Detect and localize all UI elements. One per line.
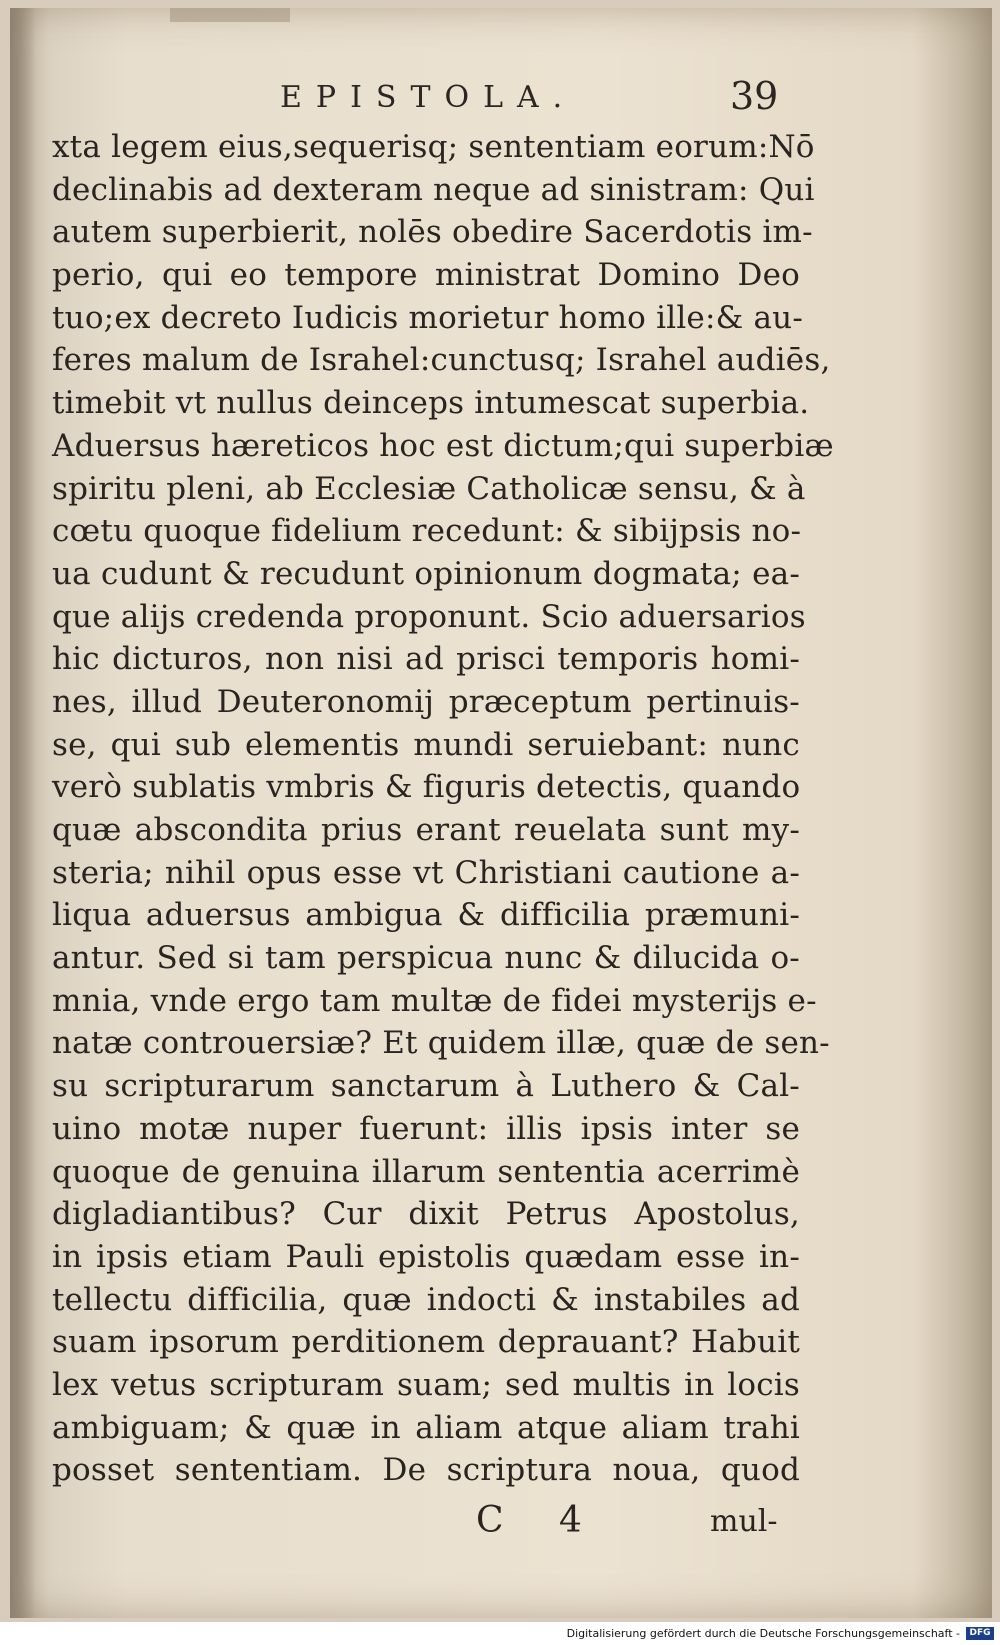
text-line: autem superbierit, nolēs obedire Sacerdotis im- [52, 214, 813, 251]
text-line: quoque de genuina illarum sententia acerrimè [52, 1153, 800, 1190]
text-line: declinabis ad dexteram neque ad sinistram: Qui [52, 171, 815, 208]
text-line: su scripturarum sanctarum à Luthero & Cal- [52, 1068, 800, 1105]
text-line: ua cudunt & recudunt opinionum dogmata; ea- [52, 555, 800, 592]
text-line: posset sententiam. De scriptura noua, quod [52, 1452, 800, 1489]
dfg-logo: DFG [966, 1627, 994, 1640]
text-line: lex vetus scripturam suam; sed multis in locis [52, 1366, 800, 1403]
text-line: hic dicturos, non nisi ad prisci temporis homi- [52, 641, 800, 678]
credit-bar [0, 1622, 1000, 1645]
page-number: 39 [730, 74, 779, 118]
text-line: quæ abscondita prius erant reuelata sunt my- [52, 812, 800, 848]
text-line: in ipsis etiam Pauli epistolis quædam esse in- [52, 1238, 800, 1275]
text-line: digladiantibus? Cur dixit Petrus Apostolus, [52, 1196, 800, 1233]
text-line: verò sublatis vmbris & figuris detectis, quando [52, 769, 801, 806]
text-line: suam ipsorum perditionem deprauant? Habuit [52, 1324, 800, 1361]
running-head-title: EPISTOLA. [280, 80, 577, 115]
page-edge-stain [10, 8, 36, 1618]
text-line: tellectu difficilia, quæ indocti & instabiles ad [52, 1281, 800, 1318]
text-line: se, qui sub elementis mundi seruiebant: nunc [52, 726, 800, 763]
text-line: tuo;ex decreto Iudicis morietur homo ille:& au- [52, 299, 803, 336]
text-line: xta legem eius,sequerisq; sententiam eorum:Nō [52, 129, 815, 165]
text-line: steria; nihil opus esse vt Christiani cautione a- [52, 854, 800, 891]
text-line: natæ controuersiæ? Et quidem illæ, quæ de sen- [52, 1025, 830, 1062]
text-line: feres malum de Israhel:cunctusq; Israhel audiēs, [52, 342, 831, 379]
text-line: cœtu quoque fidelium recedunt: & sibijpsis no- [52, 513, 802, 550]
text-line: uino motæ nuper fuerunt: illis ipsis inter se [52, 1110, 800, 1147]
book-page [10, 8, 992, 1618]
text-line: liqua aduersus ambigua & difficilia præmuni- [52, 897, 800, 934]
text-line: nes, illud Deuteronomij præceptum pertinuis- [52, 683, 800, 720]
running-head [10, 74, 992, 120]
credit-text: Digitalisierung gefördert durch die Deutsche Forschungsgemeinschaft - [566, 1627, 960, 1640]
catchword: mul- [710, 1504, 778, 1539]
text-line: ambiguam; & quæ in aliam atque aliam trahi [52, 1409, 800, 1446]
text-line: spiritu pleni, ab Ecclesiæ Catholicæ sensu, & à [52, 470, 806, 507]
text-line: mnia, vnde ergo tam multæ de fidei mysterijs e- [52, 982, 817, 1019]
signature-mark: C 4 [476, 1500, 604, 1541]
text-line: timebit vt nullus deinceps intumescat superbia. [52, 385, 810, 422]
text-line: perio, qui eo tempore ministrat Domino Deo [52, 257, 800, 294]
text-line: antur. Sed si tam perspicua nunc & dilucida o- [52, 940, 800, 977]
text-line: que alijs credenda proponunt. Scio aduersarios [52, 598, 806, 635]
text-line: Aduersus hæreticos hoc est dictum;qui superbiæ [52, 427, 834, 464]
binding-mark [170, 8, 290, 22]
body-text [52, 126, 834, 1492]
page-footer [10, 1500, 992, 1550]
